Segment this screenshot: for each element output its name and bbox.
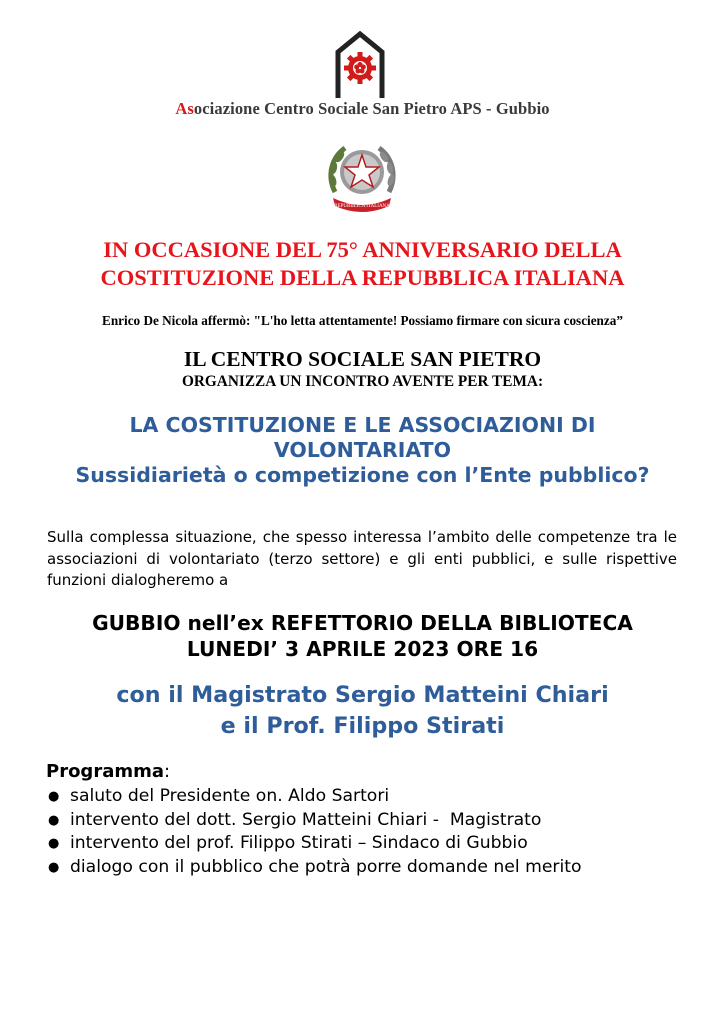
program-item-text: intervento del dott. Sergio Matteini Chiari - Magistrato (70, 809, 542, 830)
program-item (46, 832, 582, 856)
speaker-line-1: con il Magistrato Sergio Matteini Chiari (116, 682, 609, 708)
topic-line-2: VOLONTARIATO (273, 438, 452, 462)
anniversary-title (0, 236, 725, 292)
organizer-subtitle: ORGANIZZA UN INCONTRO AVENTE PER TEMA: (181, 373, 544, 390)
program-item (46, 856, 582, 880)
program-item-text: intervento del prof. Filippo Stirati – Sindaco di Gubbio (70, 833, 528, 853)
bullet-icon: ● (48, 836, 60, 851)
event-datetime: LUNEDI’ 3 APRILE 2023 ORE 16 (186, 637, 539, 661)
program-item-text: saluto del Presidente on. Aldo Sartori (70, 786, 390, 806)
program-label: Programma (46, 761, 165, 782)
association-name-rest: ociazione Centro Sociale San Pietro APS - Gubbio (193, 99, 550, 118)
program-item-text: dialogo con il pubblico che potrà porre domande nel merito (70, 856, 582, 877)
event-topic (0, 413, 725, 488)
event-description: Sulla complessa situazione, che spesso interessa l’ambito delle competenze tra le associazioni di volontariato (terzo settore) e gli enti pubblici, e sulle rispettive funzioni dialogheremo a (47, 528, 677, 589)
event-location: GUBBIO nell’ex REFETTORIO DELLA BIBLIOTECA (92, 611, 633, 635)
program-colon: : (164, 761, 171, 782)
italian-republic-emblem-icon (325, 140, 399, 216)
de-nicola-quote: Enrico De Nicola affermò: "L'ho letta attentamente! Possiamo firmare con sicura coscienza” (102, 313, 623, 328)
topic-subtitle: Sussidiarietà o competizione con l’Ente pubblico? (75, 463, 650, 487)
emblem-ribbon-text: REPUBBLICA ITALIANA (334, 204, 390, 209)
event-location-datetime (0, 610, 725, 662)
speaker-line-2: e il Prof. Filippo Stirati (220, 713, 505, 739)
association-name-prefix: As (175, 99, 194, 118)
anniversary-line-2: COSTITUZIONE DELLA REPUBBLICA ITALIANA (100, 265, 625, 290)
anniversary-line-1: IN OCCASIONE DEL 75° ANNIVERSARIO DELLA (103, 237, 622, 262)
organizer-title: IL CENTRO SOCIALE SAN PIETRO (183, 347, 542, 371)
bullet-icon: ● (48, 789, 60, 804)
bullet-icon: ● (48, 859, 60, 875)
association-logo-icon (330, 30, 390, 100)
program-heading (46, 761, 170, 782)
event-speakers (0, 680, 725, 742)
bullet-icon: ● (48, 812, 60, 828)
topic-line-1: LA COSTITUZIONE E LE ASSOCIAZIONI DI (129, 413, 596, 437)
program-list (46, 785, 582, 879)
association-name (0, 99, 725, 119)
program-item (46, 785, 582, 809)
program-item (46, 809, 582, 833)
